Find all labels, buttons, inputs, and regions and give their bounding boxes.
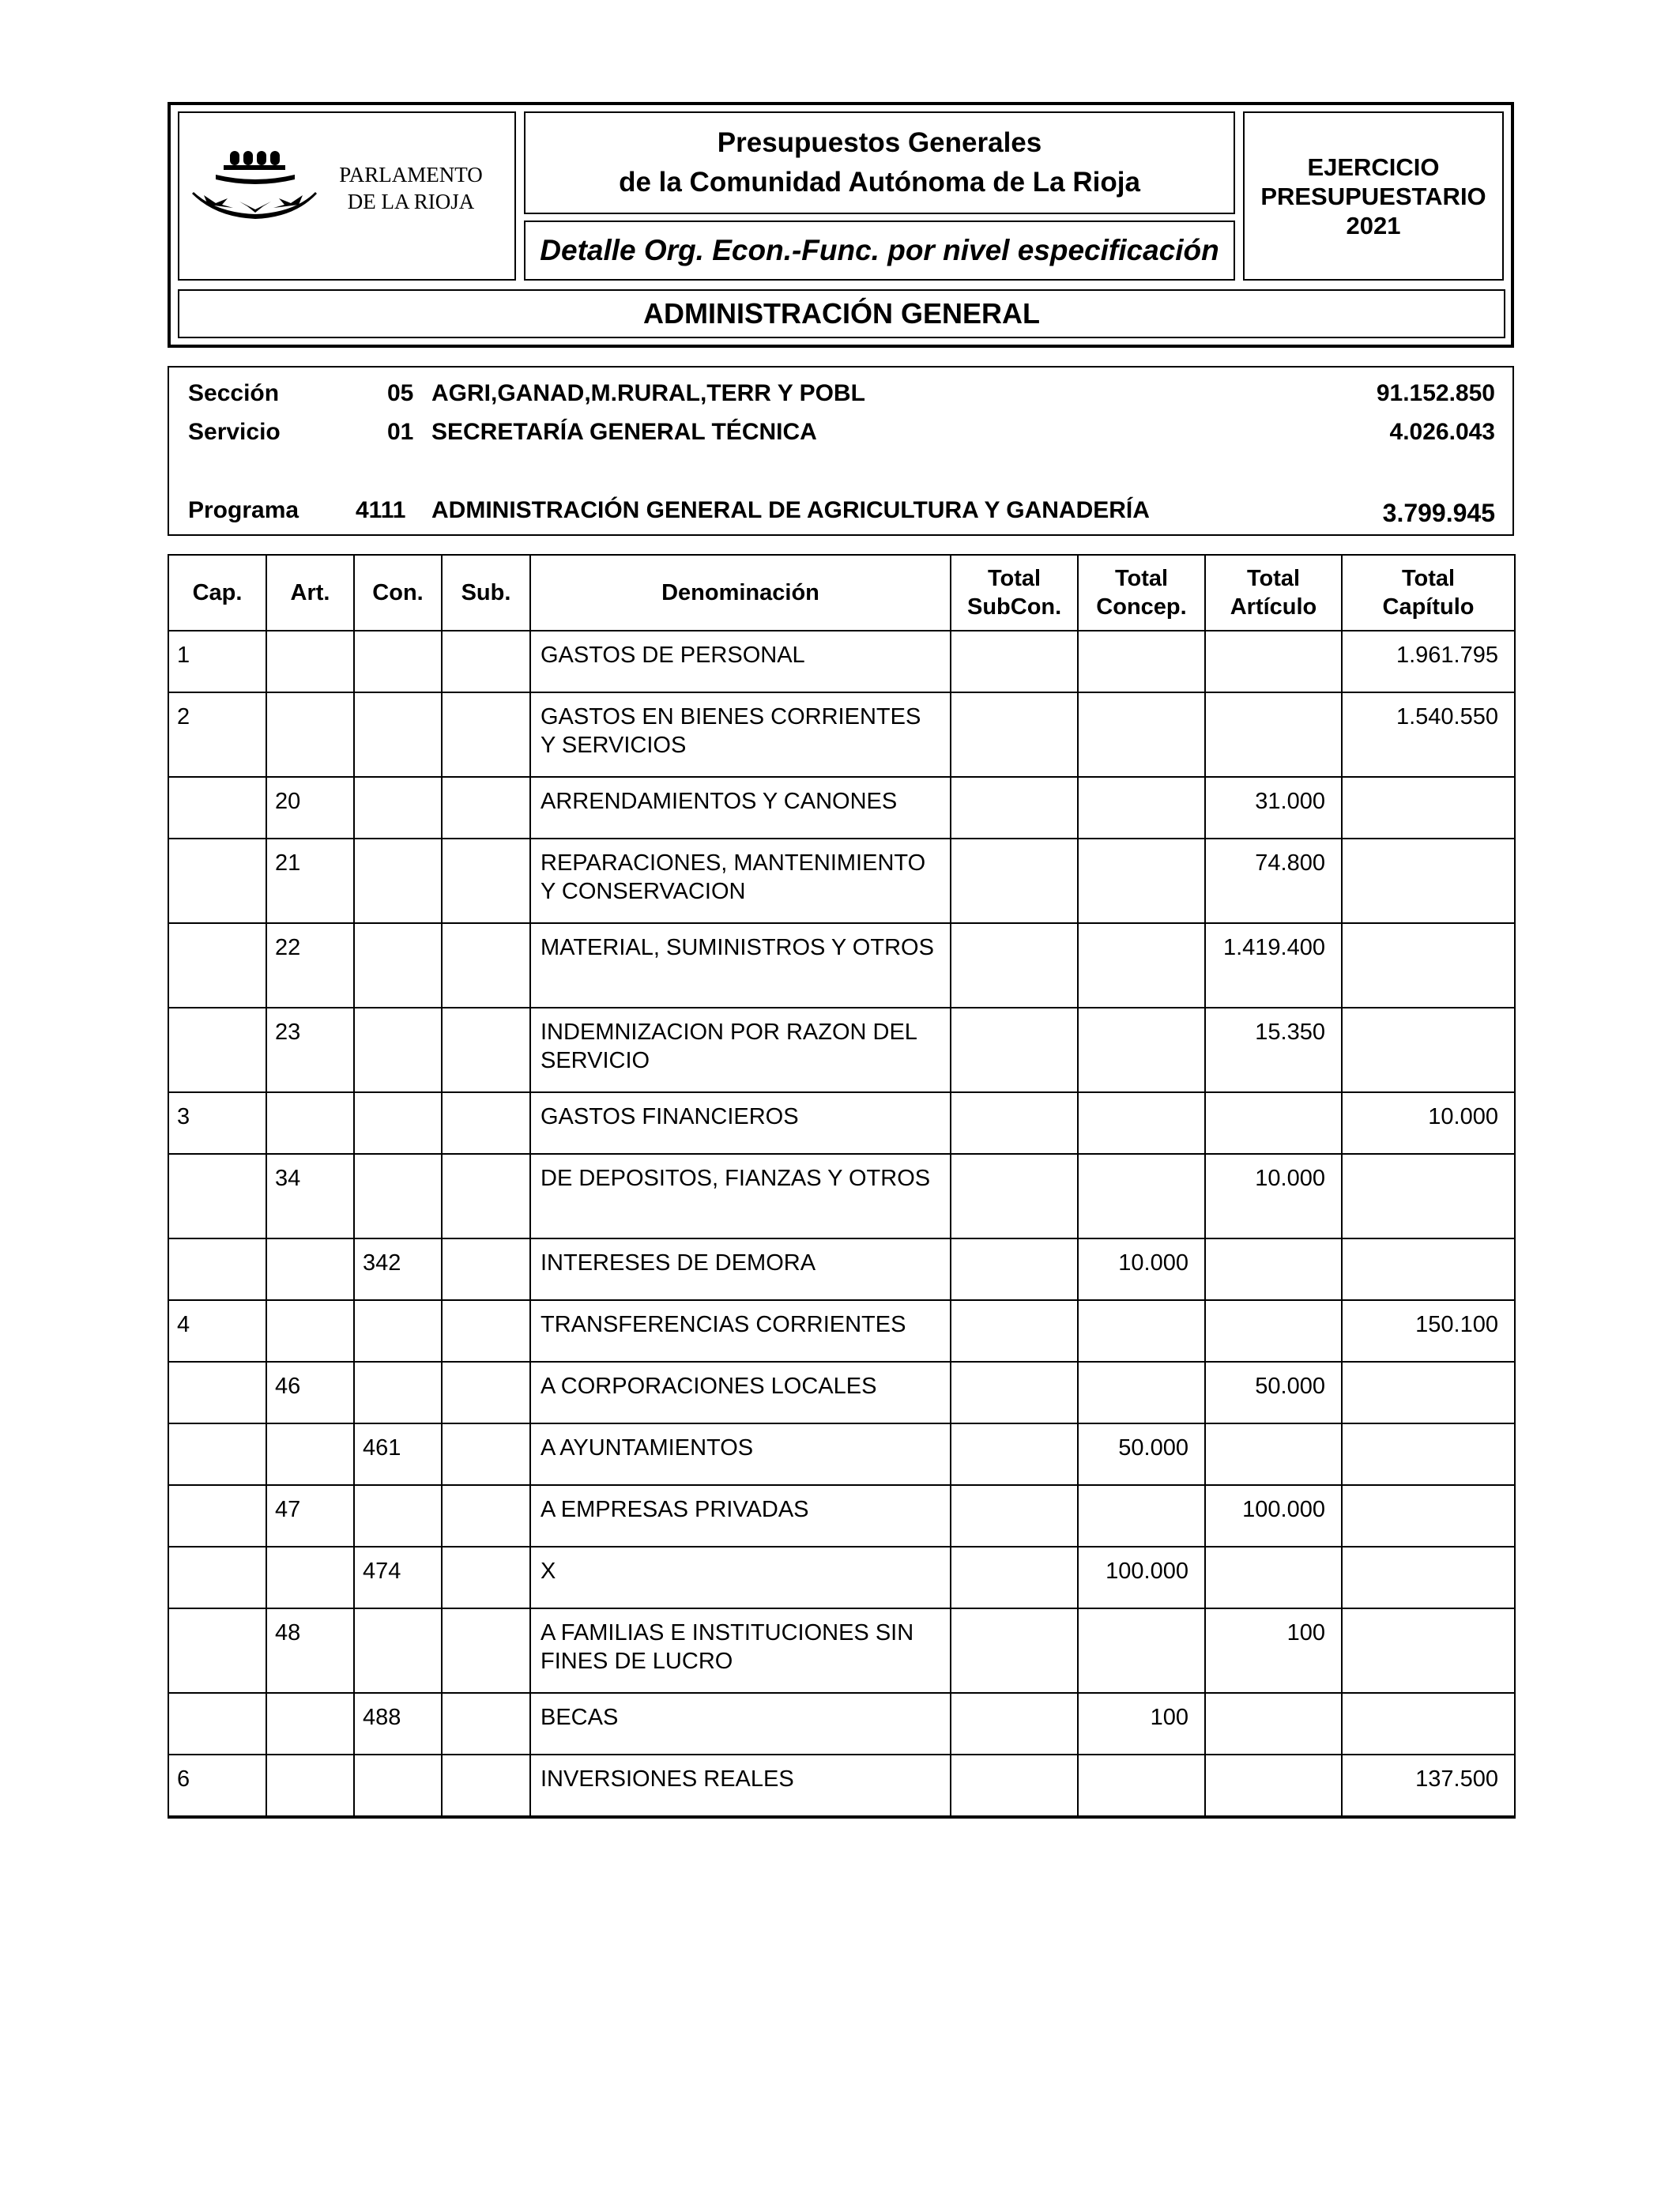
cell-con: 342	[354, 1238, 442, 1300]
col-header-con: Con.	[354, 555, 442, 631]
cell-sub	[442, 1362, 530, 1423]
col-header-sub: Sub.	[442, 555, 530, 631]
cell-cap: 2	[168, 692, 266, 777]
cell-sub	[442, 1154, 530, 1238]
cell-art	[266, 1092, 354, 1154]
cell-total-concep	[1078, 1755, 1205, 1817]
cell-cap	[168, 1008, 266, 1092]
cell-total-capitulo: 1.540.550	[1342, 692, 1515, 777]
cell-total-concep	[1078, 1154, 1205, 1238]
cell-sub	[442, 1485, 530, 1547]
table-row	[168, 777, 1515, 839]
col-header-cap: Cap.	[168, 555, 266, 631]
ejercicio-line2: PRESUPUESTARIO	[1260, 182, 1486, 210]
cell-total-subcon	[951, 692, 1078, 777]
budget-table	[168, 554, 1516, 1819]
table-row	[168, 692, 1515, 777]
cell-con	[354, 777, 442, 839]
cell-art: 23	[266, 1008, 354, 1092]
table-row	[168, 923, 1515, 1008]
cell-art	[266, 631, 354, 692]
cell-total-articulo: 10.000	[1205, 1154, 1342, 1238]
cell-denominacion: A CORPORACIONES LOCALES	[530, 1362, 951, 1423]
cell-total-concep	[1078, 777, 1205, 839]
cell-total-capitulo: 1.961.795	[1342, 631, 1515, 692]
cell-art: 48	[266, 1608, 354, 1693]
cell-sub	[442, 631, 530, 692]
cell-denominacion: ARRENDAMIENTOS Y CANONES	[530, 777, 951, 839]
table-row	[168, 1092, 1515, 1154]
cell-con	[354, 1092, 442, 1154]
cell-total-articulo	[1205, 1092, 1342, 1154]
seccion-amount: 91.152.850	[1376, 380, 1495, 406]
cell-cap	[168, 839, 266, 923]
cell-cap	[168, 1423, 266, 1485]
cell-total-capitulo: 10.000	[1342, 1092, 1515, 1154]
cell-cap	[168, 1693, 266, 1755]
cell-total-subcon	[951, 777, 1078, 839]
cell-denominacion: REPARACIONES, MANTENIMIENTO Y CONSERVACION	[530, 839, 951, 923]
cell-total-capitulo	[1342, 1008, 1515, 1092]
cell-denominacion: DE DEPOSITOS, FIANZAS Y OTROS	[530, 1154, 951, 1238]
cell-total-subcon	[951, 1008, 1078, 1092]
cell-total-articulo: 31.000	[1205, 777, 1342, 839]
cell-total-capitulo	[1342, 1608, 1515, 1693]
cell-total-articulo: 100.000	[1205, 1485, 1342, 1547]
section-banner-text: ADMINISTRACIÓN GENERAL	[643, 297, 1040, 330]
cell-total-capitulo	[1342, 777, 1515, 839]
cell-total-concep	[1078, 923, 1205, 1008]
cell-con	[354, 923, 442, 1008]
cell-con: 488	[354, 1693, 442, 1755]
table-row	[168, 1755, 1515, 1817]
cell-art	[266, 1547, 354, 1608]
cell-denominacion: A FAMILIAS E INSTITUCIONES SIN FINES DE LUCRO	[530, 1608, 951, 1693]
cell-art	[266, 692, 354, 777]
cell-con	[354, 1300, 442, 1362]
servicio-label: Servicio	[188, 419, 281, 445]
col-header-total-concep: Total Concep.	[1078, 555, 1205, 631]
table-row	[168, 1300, 1515, 1362]
cell-total-capitulo	[1342, 1547, 1515, 1608]
cell-art	[266, 1300, 354, 1362]
cell-total-subcon	[951, 1238, 1078, 1300]
cell-total-subcon	[951, 923, 1078, 1008]
title-box	[524, 111, 1235, 214]
cell-sub	[442, 1608, 530, 1693]
cell-total-capitulo	[1342, 1238, 1515, 1300]
ejercicio-box	[1243, 111, 1504, 281]
cell-total-capitulo	[1342, 1362, 1515, 1423]
ejercicio-line1: EJERCICIO	[1307, 153, 1440, 181]
budget-table-body	[168, 631, 1515, 1817]
cell-total-concep	[1078, 1608, 1205, 1693]
cell-con	[354, 1362, 442, 1423]
cell-total-concep	[1078, 1092, 1205, 1154]
table-row	[168, 1608, 1515, 1693]
table-row	[168, 1693, 1515, 1755]
cell-total-articulo	[1205, 1693, 1342, 1755]
cell-con: 474	[354, 1547, 442, 1608]
cell-total-subcon	[951, 1608, 1078, 1693]
org-name	[320, 161, 502, 215]
cell-total-subcon	[951, 839, 1078, 923]
cell-cap: 3	[168, 1092, 266, 1154]
cell-total-subcon	[951, 1154, 1078, 1238]
parlamento-logo-icon	[184, 146, 318, 233]
cell-total-articulo: 1.419.400	[1205, 923, 1342, 1008]
cell-total-concep: 100.000	[1078, 1547, 1205, 1608]
cell-con: 461	[354, 1423, 442, 1485]
cell-denominacion: INDEMNIZACION POR RAZON DEL SERVICIO	[530, 1008, 951, 1092]
cell-total-articulo	[1205, 1547, 1342, 1608]
cell-cap	[168, 1485, 266, 1547]
table-row	[168, 1485, 1515, 1547]
cell-denominacion: X	[530, 1547, 951, 1608]
cell-total-concep: 10.000	[1078, 1238, 1205, 1300]
cell-total-articulo	[1205, 692, 1342, 777]
cell-total-capitulo: 150.100	[1342, 1300, 1515, 1362]
org-name-line1: PARLAMENTO	[339, 163, 483, 187]
cell-cap	[168, 1362, 266, 1423]
cell-denominacion: GASTOS DE PERSONAL	[530, 631, 951, 692]
cell-total-subcon	[951, 1755, 1078, 1817]
cell-denominacion: MATERIAL, SUMINISTROS Y OTROS	[530, 923, 951, 1008]
cell-sub	[442, 923, 530, 1008]
cell-sub	[442, 777, 530, 839]
cell-sub	[442, 1693, 530, 1755]
cell-total-concep	[1078, 631, 1205, 692]
cell-cap	[168, 1154, 266, 1238]
cell-con	[354, 1154, 442, 1238]
cell-cap	[168, 1238, 266, 1300]
seccion-code: 05	[387, 380, 414, 406]
table-row	[168, 1238, 1515, 1300]
programa-code: 4111	[356, 497, 406, 523]
cell-denominacion: A AYUNTAMIENTOS	[530, 1423, 951, 1485]
cell-art: 20	[266, 777, 354, 839]
cell-con	[354, 1008, 442, 1092]
servicio-name: SECRETARÍA GENERAL TÉCNICA	[431, 419, 817, 445]
cell-total-subcon	[951, 631, 1078, 692]
seccion-label: Sección	[188, 380, 280, 406]
cell-total-subcon	[951, 1423, 1078, 1485]
cell-total-concep	[1078, 1485, 1205, 1547]
col-header-total-subcon: Total SubCon.	[951, 555, 1078, 631]
programa-amount: 3.799.945	[1382, 499, 1495, 527]
cell-denominacion: TRANSFERENCIAS CORRIENTES	[530, 1300, 951, 1362]
cell-total-concep	[1078, 1008, 1205, 1092]
cell-denominacion: BECAS	[530, 1693, 951, 1755]
cell-sub	[442, 1547, 530, 1608]
cell-total-concep	[1078, 692, 1205, 777]
cell-art	[266, 1423, 354, 1485]
cell-art	[266, 1238, 354, 1300]
cell-cap	[168, 1608, 266, 1693]
cell-con	[354, 1608, 442, 1693]
table-row	[168, 1362, 1515, 1423]
cell-cap	[168, 777, 266, 839]
subtitle-box	[524, 221, 1235, 281]
cell-cap: 4	[168, 1300, 266, 1362]
cell-total-articulo: 15.350	[1205, 1008, 1342, 1092]
cell-cap	[168, 923, 266, 1008]
programa-name: ADMINISTRACIÓN GENERAL DE AGRICULTURA Y GANADERÍA	[431, 497, 1150, 523]
programa-label: Programa	[188, 497, 299, 523]
cell-sub	[442, 839, 530, 923]
servicio-amount: 4.026.043	[1389, 419, 1495, 445]
cell-art	[266, 1693, 354, 1755]
cell-total-subcon	[951, 1362, 1078, 1423]
cell-total-subcon	[951, 1547, 1078, 1608]
cell-total-subcon	[951, 1300, 1078, 1362]
cell-art: 46	[266, 1362, 354, 1423]
cell-total-articulo	[1205, 631, 1342, 692]
cell-art: 34	[266, 1154, 354, 1238]
ejercicio-year: 2021	[1346, 211, 1401, 239]
cell-denominacion: GASTOS FINANCIEROS	[530, 1092, 951, 1154]
table-row	[168, 1008, 1515, 1092]
table-row	[168, 839, 1515, 923]
section-banner	[178, 289, 1505, 338]
cell-total-articulo: 100	[1205, 1608, 1342, 1693]
cell-art: 22	[266, 923, 354, 1008]
table-header-row	[168, 555, 1515, 631]
cell-con	[354, 1485, 442, 1547]
cell-total-articulo	[1205, 1423, 1342, 1485]
title-line1: Presupuestos Generales	[717, 127, 1042, 158]
cell-denominacion: A EMPRESAS PRIVADAS	[530, 1485, 951, 1547]
cell-sub	[442, 1300, 530, 1362]
cell-sub	[442, 1755, 530, 1817]
col-header-denominacion: Denominación	[530, 555, 951, 631]
cell-art: 21	[266, 839, 354, 923]
cell-sub	[442, 1008, 530, 1092]
cell-cap	[168, 1547, 266, 1608]
table-row	[168, 1154, 1515, 1238]
cell-total-subcon	[951, 1092, 1078, 1154]
cell-total-articulo: 74.800	[1205, 839, 1342, 923]
table-row	[168, 1423, 1515, 1485]
org-name-line2: DE LA RIOJA	[347, 190, 475, 213]
cell-sub	[442, 1238, 530, 1300]
cell-denominacion: GASTOS EN BIENES CORRIENTES Y SERVICIOS	[530, 692, 951, 777]
cell-total-concep: 100	[1078, 1693, 1205, 1755]
cell-total-capitulo	[1342, 1423, 1515, 1485]
cell-sub	[442, 692, 530, 777]
col-header-total-capitulo: Total Capítulo	[1342, 555, 1515, 631]
cell-total-capitulo	[1342, 839, 1515, 923]
cell-art	[266, 1755, 354, 1817]
cell-total-concep	[1078, 1362, 1205, 1423]
table-row	[168, 1547, 1515, 1608]
cell-total-concep	[1078, 839, 1205, 923]
cell-total-concep	[1078, 1300, 1205, 1362]
cell-total-subcon	[951, 1485, 1078, 1547]
table-row	[168, 631, 1515, 692]
cell-total-capitulo	[1342, 1485, 1515, 1547]
cell-total-articulo	[1205, 1238, 1342, 1300]
cell-denominacion: INVERSIONES REALES	[530, 1755, 951, 1817]
cell-total-concep: 50.000	[1078, 1423, 1205, 1485]
cell-art: 47	[266, 1485, 354, 1547]
cell-con	[354, 692, 442, 777]
cell-con	[354, 839, 442, 923]
servicio-code: 01	[387, 419, 414, 445]
col-header-art: Art.	[266, 555, 354, 631]
cell-sub	[442, 1092, 530, 1154]
seccion-name: AGRI,GANAD,M.RURAL,TERR Y POBL	[431, 380, 865, 406]
col-header-total-articulo: Total Artículo	[1205, 555, 1342, 631]
cell-total-articulo	[1205, 1300, 1342, 1362]
cell-cap: 1	[168, 631, 266, 692]
cell-total-articulo	[1205, 1755, 1342, 1817]
cell-total-capitulo	[1342, 1693, 1515, 1755]
cell-total-capitulo	[1342, 1154, 1515, 1238]
cell-con	[354, 1755, 442, 1817]
cell-total-articulo: 50.000	[1205, 1362, 1342, 1423]
cell-sub	[442, 1423, 530, 1485]
cell-cap: 6	[168, 1755, 266, 1817]
subtitle: Detalle Org. Econ.-Func. por nivel especificación	[540, 234, 1219, 266]
cell-total-capitulo	[1342, 923, 1515, 1008]
cell-total-subcon	[951, 1693, 1078, 1755]
cell-denominacion: INTERESES DE DEMORA	[530, 1238, 951, 1300]
cell-con	[354, 631, 442, 692]
title-line2: de la Comunidad Autónoma de La Rioja	[619, 167, 1140, 198]
cell-total-capitulo: 137.500	[1342, 1755, 1515, 1817]
